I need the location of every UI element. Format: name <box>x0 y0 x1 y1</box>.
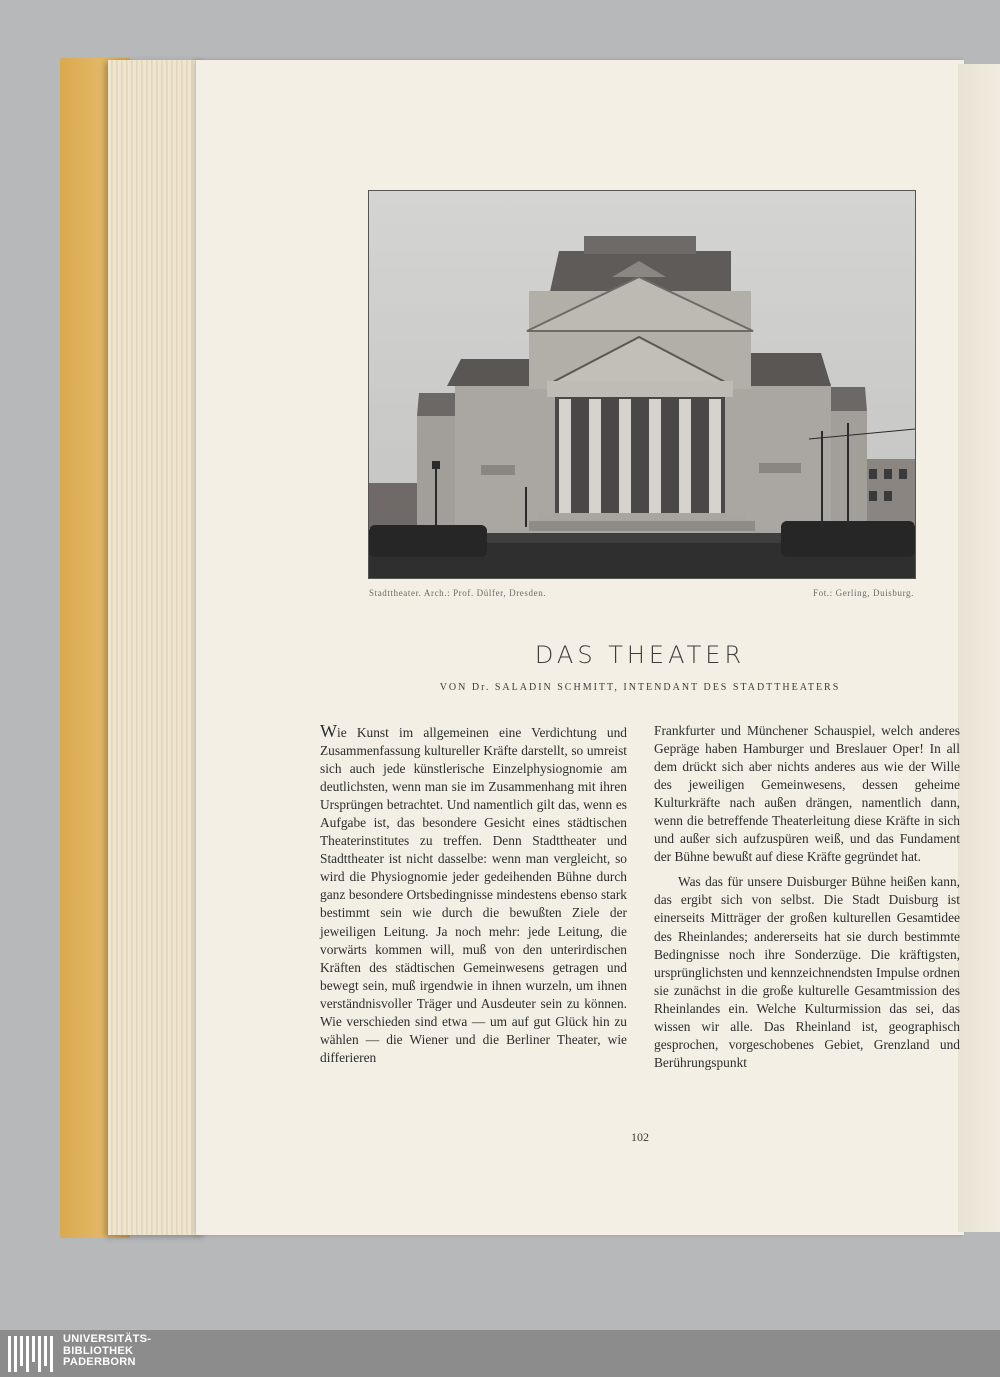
text-column-right <box>654 722 960 1072</box>
intro-paragraph-text: ie Kunst im allgemeinen eine Verdichtung und Zusammenfassung kultureller Kräfte darstellt, so umreist sich auch jede künstlerische Einzelphysiognomie am deutlichsten, wenn man sie im Zusammenhang mit ihren Ursprüngen betrachtet. Und namentlich gilt das, wenn es Aufgabe ist, das besondere Gesicht eines städtischen Theaterinstitutes zu treffen. Denn Stadttheater und Stadttheater ist nicht dasselbe: wenn man vergleicht, so wird die Physiognomie jeder gedeihenden Bühne durch ganz besondere Ortsbedingnisse mindestens ebenso stark bestimmt sein wie durch die bewußten Ziele der jeweiligen Leitung. Ja noch mehr: jede Leitung, die vorwärts kommen will, muß von den unterirdischen Kräften des städtischen Gemeinwesens getragen und bewegt sein, muß irgendwie in ihnen wurzeln, um ihnen verständnisvoller Träger und Ausdeuter sein zu können. Wie verschieden sind etwa — um auf gut Glück hin zu wählen — die Wiener und die Berliner Theater, wie differieren <box>320 725 627 1065</box>
library-footer-bar <box>0 1330 1000 1377</box>
paragraph-duisburg: Was das für unsere Duisburger Bühne heißen kann, das ergibt sich von selbst. Die Stadt Duisburg ist einerseits Mitträger der großen kulturellen Gesamtidee des Rheinlandes; andererseits hat sie durch bestimmte Bedingnisse noch ihre Sonderzüge. Die kräftigsten, ursprünglichsten und kennzeichnendsten Impulse ordnen sie zunächst in die große kulturelle Gesamtmission des Rheinlandes ein. Welche Kulturmission das sei, das wissen wir alle. Das Rheinland ist, geographisch gesprochen, vorgeschobenes Gebiet, Grenzland und Berührungspunkt <box>654 874 960 1070</box>
page-number: 102 <box>631 1130 649 1144</box>
library-logo-icon <box>8 1336 56 1372</box>
theater-photograph <box>368 190 916 579</box>
article-title: DAS THEATER <box>534 641 746 669</box>
logo-line-2: BIBLIOTHEK <box>63 1344 134 1357</box>
photo-caption-credit: Fot.: Gerling, Duisburg. <box>813 588 914 598</box>
article-byline: VON Dr. SALADIN SCHMITT, INTENDANT DES STADTTHEATERS <box>439 682 841 693</box>
drop-cap: W <box>320 721 337 741</box>
library-logo-text <box>63 1334 151 1369</box>
logo-line-3: PADERBORN <box>63 1356 136 1368</box>
theater-building-illustration <box>369 191 915 578</box>
page-edges <box>108 60 206 1235</box>
photo-caption-architect: Stadttheater. Arch.: Prof. Dülfer, Dresden. <box>369 588 547 598</box>
facing-page-edge <box>958 64 1000 1232</box>
logo-line-1: UNIVERSITÄTS- <box>63 1333 152 1345</box>
text-column-left <box>320 722 627 1067</box>
paragraph-continuation: Frankfurter und Münchener Schauspiel, welch anderes Gepräge haben Hamburger und Breslauer Oper! In all dem drückt sich aber nichts anderes aus wie der Wille des jeweiligen Gemeinwesens, dessen geheime Kulturkräfte nach außen drängen, namentlich dann, wenn die betreffende Theaterleitung diese Kräfte in sich und außer sich aufzuspüren weiß, und das Fundament der Bühne bewußt auf diese Kräfte gegründet hat. <box>654 723 960 865</box>
intro-paragraph <box>320 722 627 1067</box>
